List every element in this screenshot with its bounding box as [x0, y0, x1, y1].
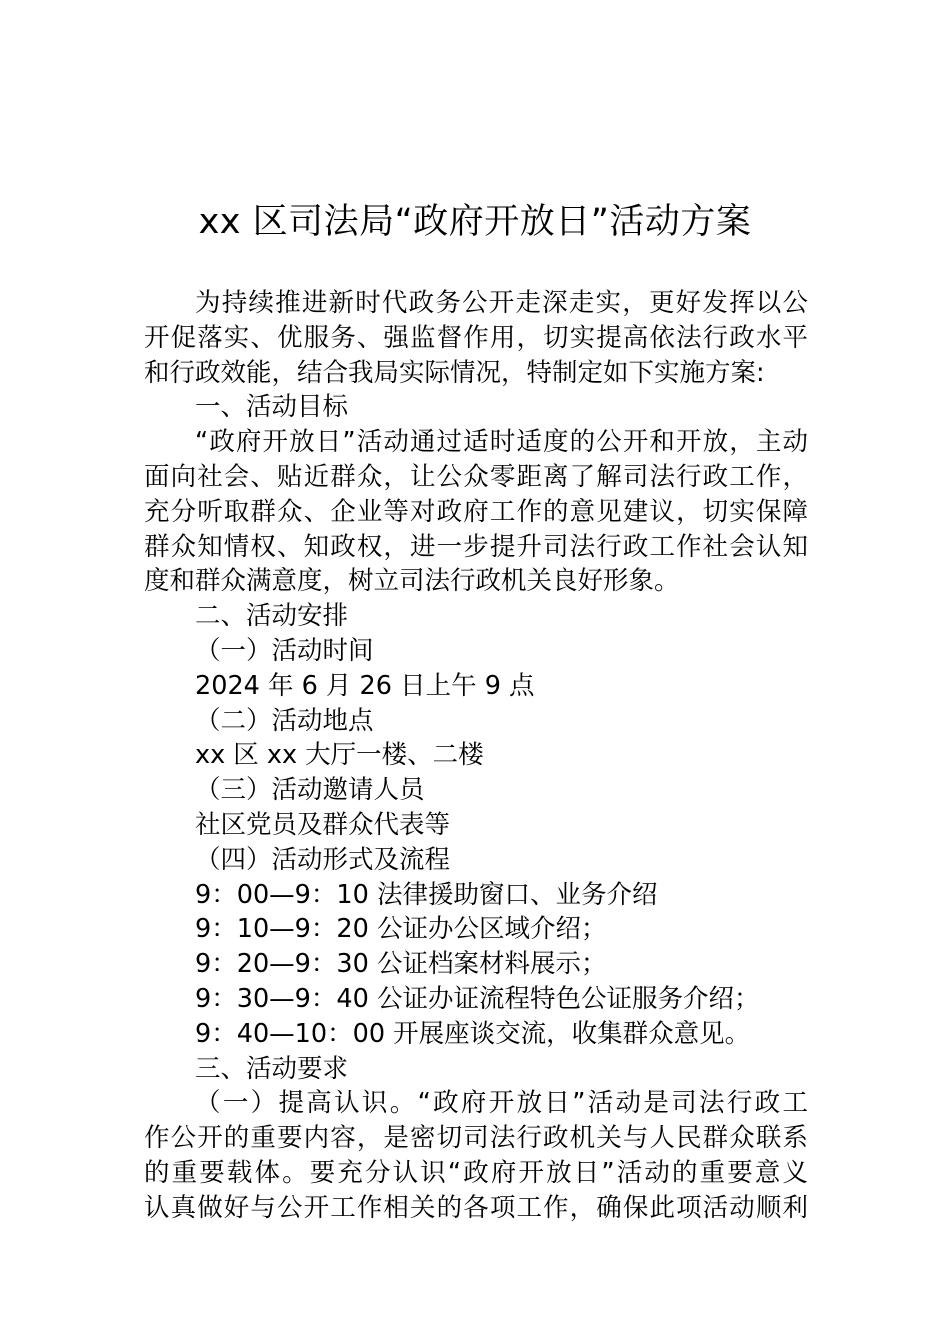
text-line: 面向社会、贴近群众，让公众零距离了解司法行政工作，: [144, 461, 808, 492]
text-line: （四）活动形式及流程: [195, 844, 451, 875]
text-line: 9：00—9：10 法律援助窗口、业务介绍: [195, 879, 658, 910]
text-line: 二、活动安排: [195, 601, 349, 632]
text-line: 群众知情权、知政权，进一步提升司法行政工作社会认知: [144, 531, 808, 562]
text-line: （一）活动时间: [195, 635, 374, 666]
text-line: （三）活动邀请人员: [195, 775, 425, 806]
text-line: 社区党员及群众代表等: [195, 809, 451, 840]
text-line: “政府开放日”活动通过适时适度的公开和开放，主动: [195, 427, 808, 458]
text-line: 9：40—10：00 开展座谈交流，收集群众意见。: [195, 1018, 751, 1049]
text-line: 三、活动要求: [195, 1053, 349, 1084]
text-line: 为持续推进新时代政务公开走深走实，更好发挥以公: [195, 288, 808, 318]
text-line: （一）提高认识。“政府开放日”活动是司法行政工: [195, 1088, 808, 1119]
text-line: xx 区 xx 大厅一楼、二楼: [195, 740, 484, 771]
text-line: 认真做好与公开工作相关的各项工作，确保此项活动顺利: [144, 1192, 808, 1223]
text-line: 的重要载体。要充分认识“政府开放日”活动的重要意义: [144, 1157, 808, 1188]
text-line: 作公开的重要内容，是密切司法行政机关与人民群众联系: [144, 1123, 808, 1154]
text-line: 9：20—9：30 公证档案材料展示；: [195, 949, 607, 980]
document-title: xx 区司法局“政府开放日”活动方案: [198, 202, 752, 242]
text-line: 一、活动目标: [195, 392, 349, 423]
text-line: 9：10—9：20 公证办公区域介绍；: [195, 914, 607, 945]
document-body: [144, 286, 808, 1226]
text-line: 度和群众满意度，树立司法行政机关良好形象。: [144, 566, 680, 597]
text-line: 充分听取群众、企业等对政府工作的意见建议，切实保障: [144, 496, 808, 527]
text-line: （二）活动地点: [195, 705, 374, 736]
text-line: 9：30—9：40 公证办证流程特色公证服务介绍；: [195, 983, 760, 1014]
text-line: 2024 年 6 月 26 日上午 9 点: [195, 670, 535, 701]
text-line: 和行政效能，结合我局实际情况，特制定如下实施方案:: [144, 357, 765, 388]
text-line: 开促落实、优服务、强监督作用，切实提高依法行政水平: [144, 322, 808, 353]
